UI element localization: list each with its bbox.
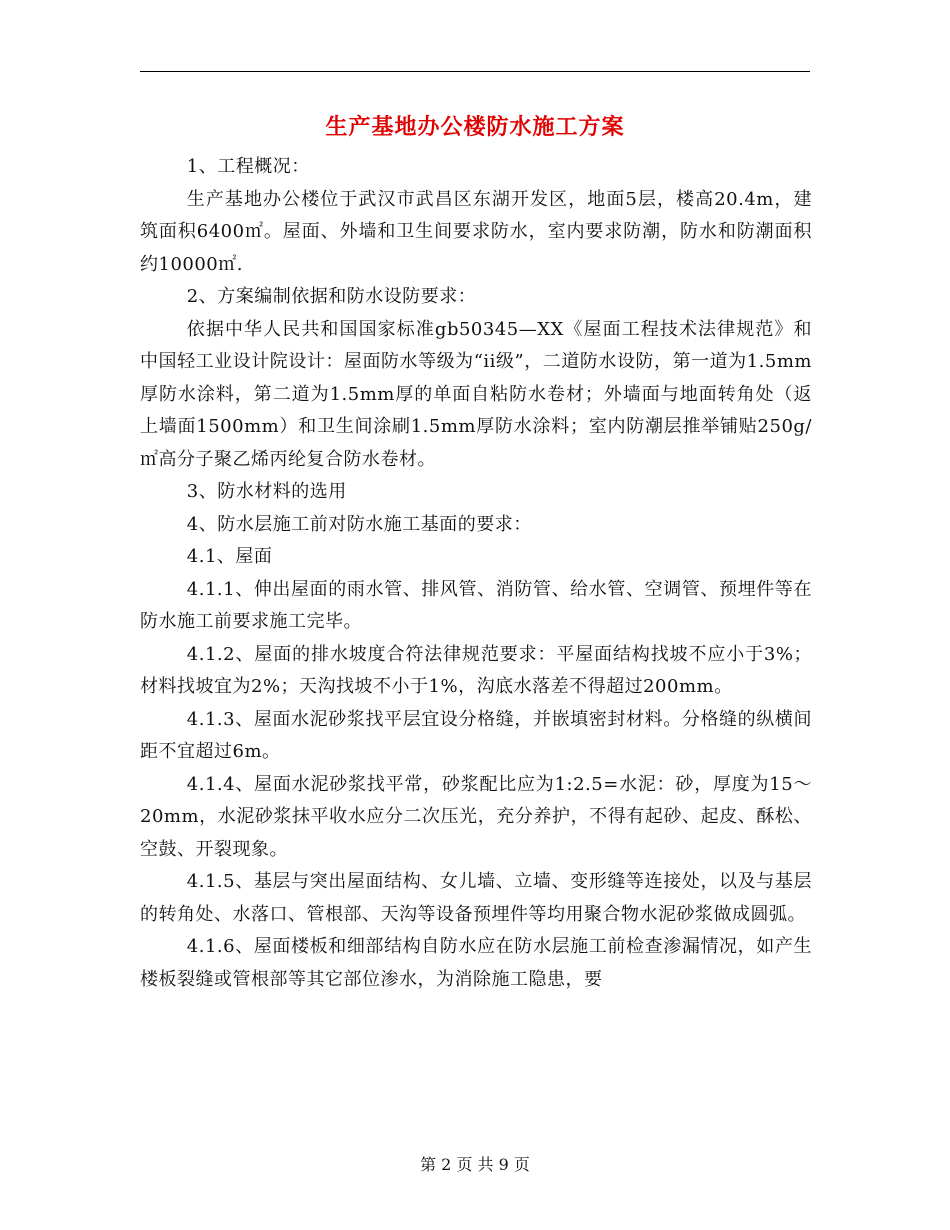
section-heading-overview: 1、工程概况： [186, 156, 310, 177]
paragraph-overview: 生产基地办公楼位于武汉市武昌区东湖开发区，地面5层，楼高20.4m，建筑面积6400㎡。屋面、外墙和卫生间要求防水，室内要求防潮，防水和防潮面积约10000㎡. [140, 188, 812, 275]
header-rule [140, 71, 810, 72]
paragraph-4-1-5: 4.1.5、基层与突出屋面结构、女儿墙、立墙、变形缝等连接处，以及与基层的转角处、水落口、管根部、天沟等设备预埋件等均用聚合物水泥砂浆做成圆弧。 [140, 871, 812, 925]
document-body [140, 151, 812, 996]
paragraph-4-1-6: 4.1.6、屋面楼板和细部结构自防水应在防水层施工前检查渗漏情况，如产生楼板裂缝或管根部等其它部位渗水，为消除施工隐患，要 [140, 936, 812, 990]
subsection-heading-roof: 4.1、屋面 [186, 546, 273, 567]
page-title: 生产基地办公楼防水施工方案 [325, 114, 625, 140]
paragraph-4-1-3: 4.1.3、屋面水泥砂浆找平层宜设分格缝，并嵌填密封材料。分格缝的纵横间距不宜超过6m。 [140, 708, 812, 762]
paragraph-4-1-4: 4.1.4、屋面水泥砂浆找平常，砂浆配比应为1:2.5=水泥：砂，厚度为15～20mm，水泥砂浆抹平收水应分二次压光，充分养护，不得有起砂、起皮、酥松、空鼓、开裂现象。 [140, 773, 812, 860]
section-heading-basis: 2、方案编制依据和防水设防要求： [186, 286, 477, 307]
paragraph-4-1-2: 4.1.2、屋面的排水坡度合符法律规范要求：平屋面结构找坡不应小于3%；材料找坡宜为2%；天沟找坡不小于1%，沟底水落差不得超过200mm。 [140, 643, 812, 697]
page-footer: 第 2 页 共 9 页 [420, 1155, 530, 1174]
section-heading-materials: 3、防水材料的选用 [186, 481, 347, 502]
paragraph-basis: 依据中华人民共和国国家标准gb50345—XX《屋面工程技术法律规范》和中国轻工业设计院设计：屋面防水等级为“ii级”，二道防水设防，第一道为1.5mm厚防水涂料，第二道为1.5mm厚的单面自粘防水卷材；外墙面与地面转角处（返上墙面1500mm）和卫生间涂刷1.5mm厚防水涂料；室内防潮层推举铺贴250g/㎡高分子聚乙烯丙纶复合防水卷材。 [140, 318, 812, 470]
paragraph-4-1-1: 4.1.1、伸出屋面的雨水管、排风管、消防管、给水管、空调管、预埋件等在防水施工前要求施工完毕。 [140, 578, 812, 632]
section-heading-requirements: 4、防水层施工前对防水施工基面的要求： [186, 513, 532, 535]
